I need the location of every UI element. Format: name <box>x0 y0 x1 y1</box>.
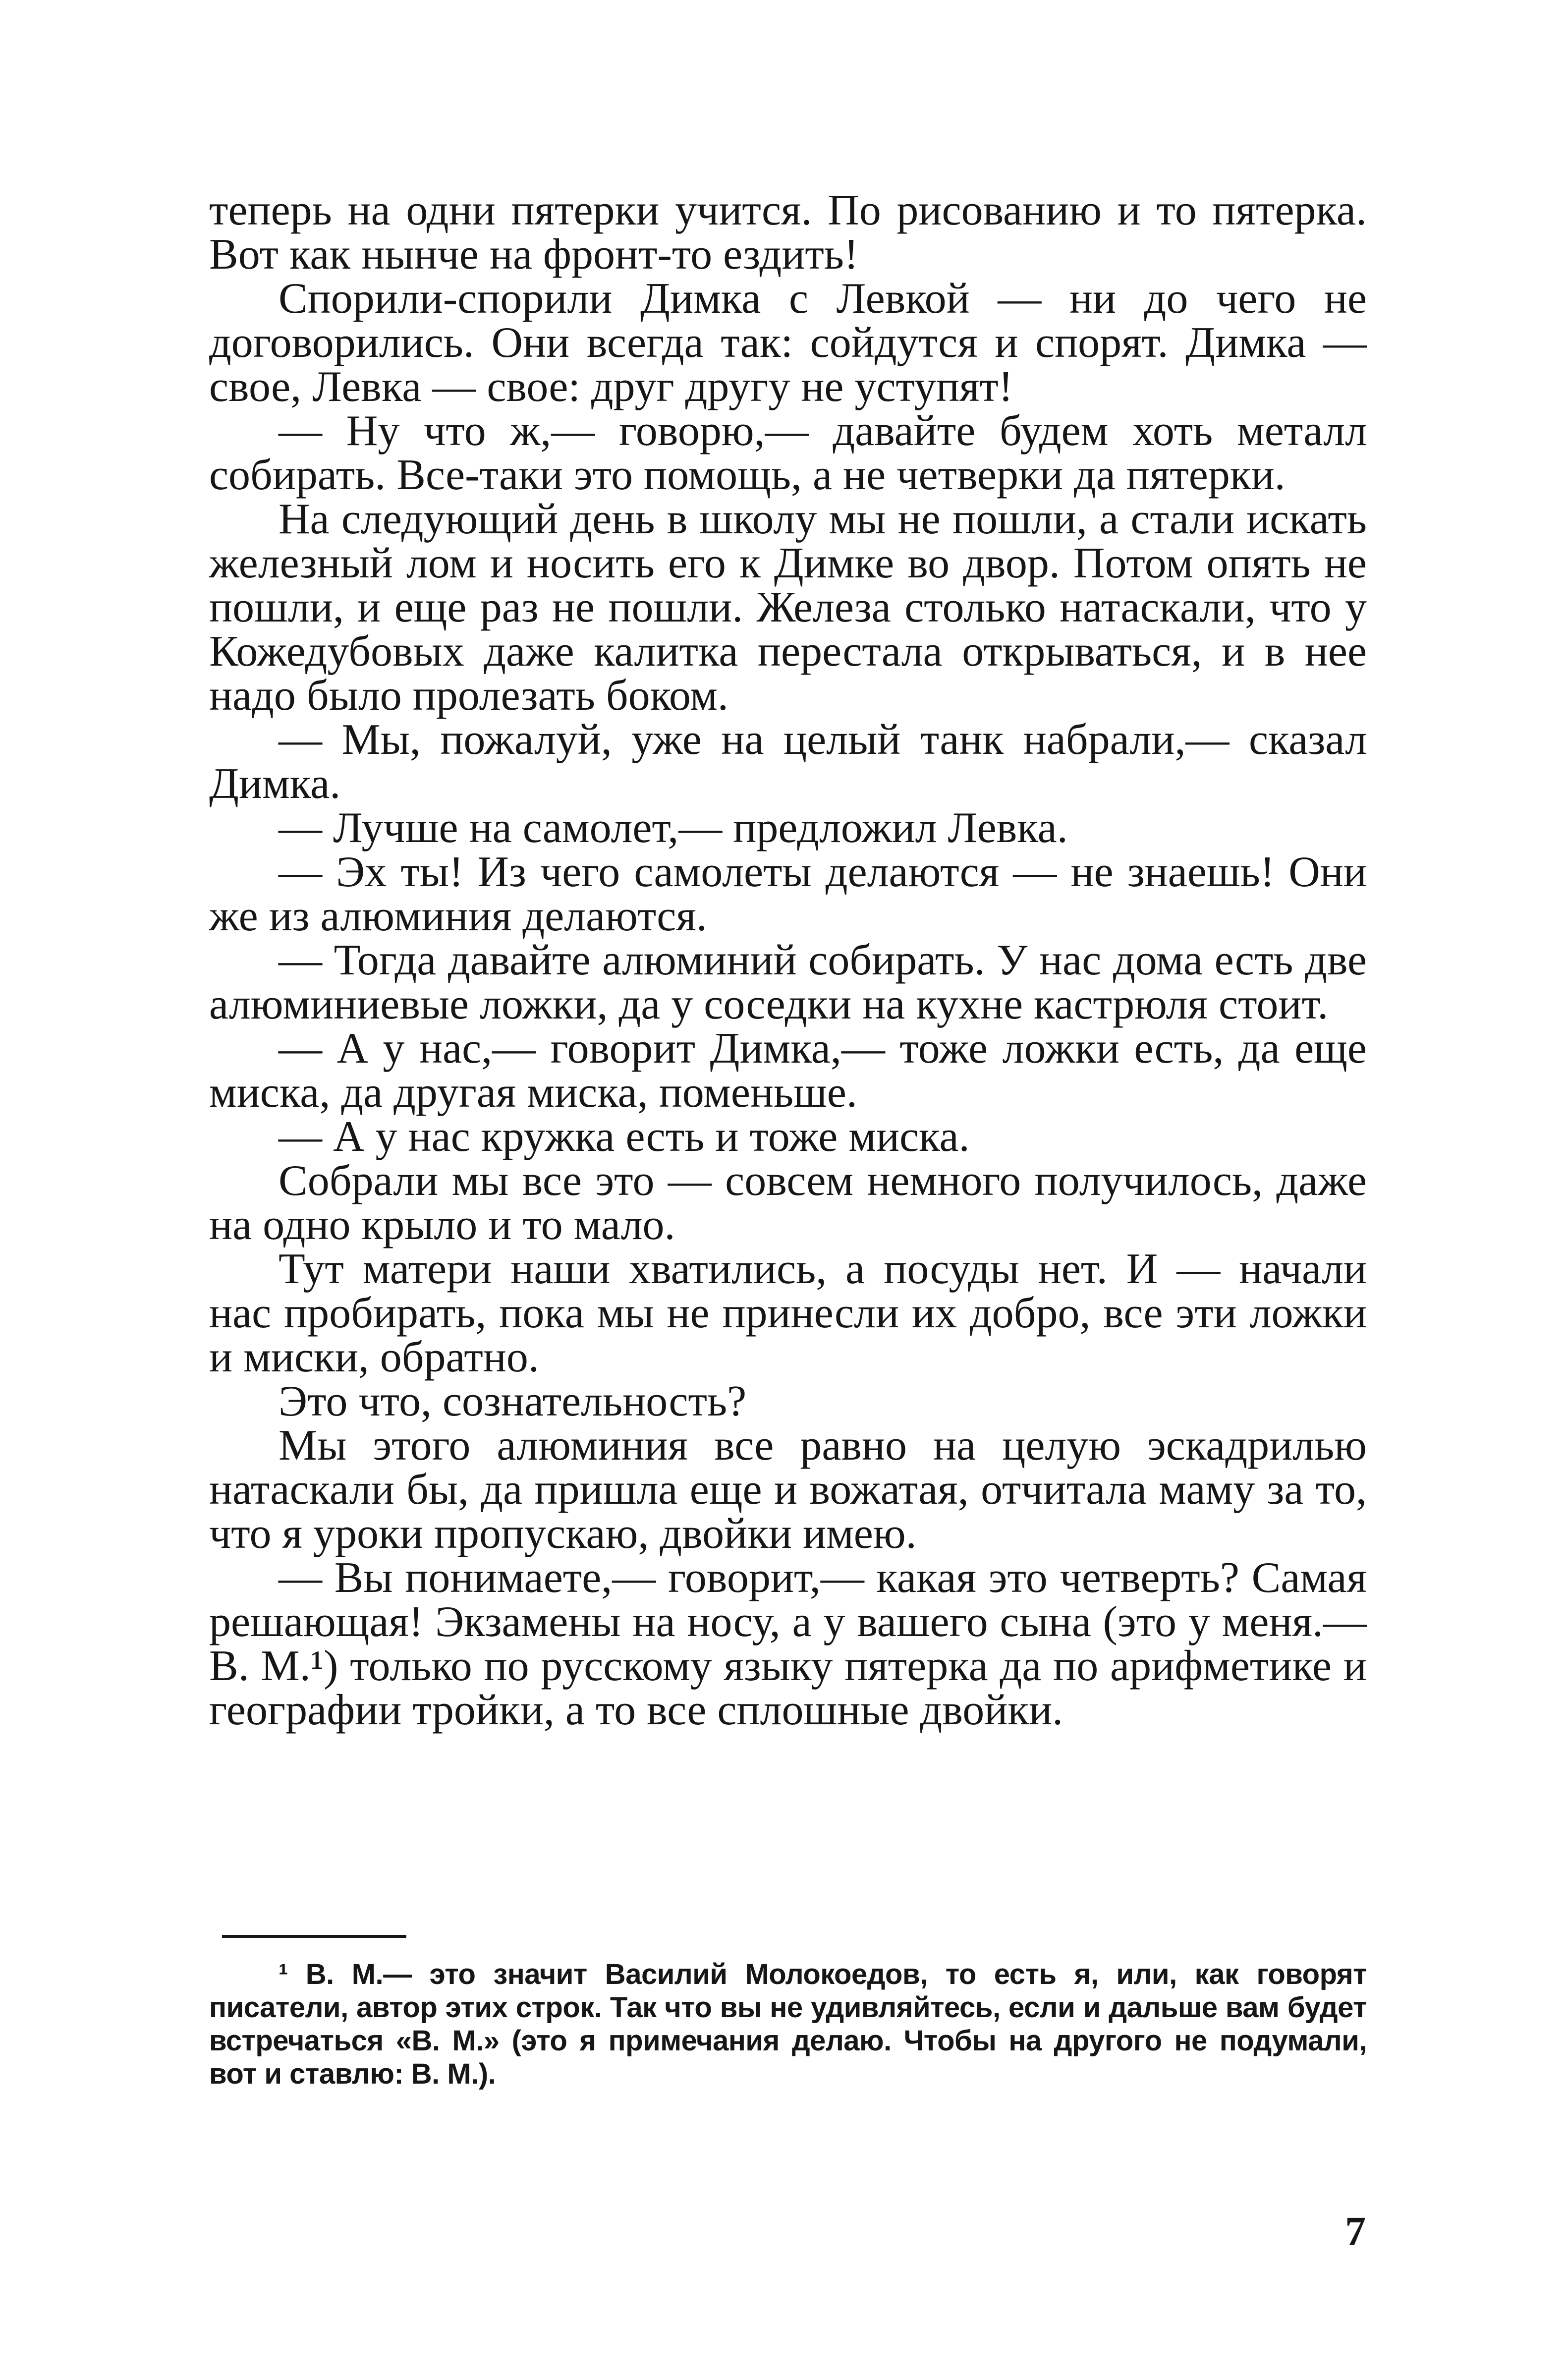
paragraph: — Мы, пожалуй, уже на целый танк набрали,— сказал Димка. <box>209 716 1367 808</box>
paragraph: Спорили-спорили Димка с Левкой — ни до чего не договорились. Они всегда так: сойдутся и спорят. Димка — свое, Левка — свое: друг другу не уступят! <box>209 275 1367 411</box>
paragraph: — Ну что ж,— говорю,— давайте будем хоть металл собирать. Все-таки это помощь, а не четверки да пятерки. <box>209 407 1367 499</box>
main-text <box>209 188 1367 1732</box>
paragraph: — А у нас кружка есть и тоже миска. <box>279 1113 970 1161</box>
footnote-divider <box>222 1935 406 1938</box>
paragraph: — А у нас,— говорит Димка,— тоже ложки есть, да еще миска, да другая миска, поменьше. <box>209 1024 1367 1117</box>
footnote: ¹ В. М.— это значит Василий Молокоедов, то есть я, или, как говорят писатели, автор этих строк. Так что вы не удивляйтесь, если и дальше вам будет встречаться «В. М.» (это я примечания делаю. Чтобы на другого не подумали, вот и ставлю: В. М.). <box>209 1958 1367 2090</box>
paragraph: — Тогда давайте алюминий собирать. У нас дома есть две алюминиевые ложки, да у соседки на кухне кастрюля стоит. <box>209 936 1367 1028</box>
paragraph: — Эх ты! Из чего самолеты делаются — не знаешь! Они же из алюминия делаются. <box>209 848 1367 940</box>
paragraph: Собрали мы все это — совсем немного получилось, даже на одно крыло и то мало. <box>209 1157 1367 1249</box>
paragraph: Мы этого алюминия все равно на целую эскадрилью натаскали бы, да пришла еще и вожатая, отчитала маму за то, что я уроки пропускаю, двойки имею. <box>209 1421 1367 1558</box>
paragraph: теперь на одни пятерки учится. По рисованию и то пятерка. Вот как нынче на фронт-то ездить! <box>209 186 1367 279</box>
paragraph: На следующий день в школу мы не пошли, а стали искать железный лом и носить его к Димке во двор. Потом опять не пошли, и еще раз не пошли. Железа столько натаскали, что у Кожедубовых даже калитка перестала открываться, и в нее надо было пролезать боком. <box>209 495 1367 720</box>
paragraph: Это что, сознательность? <box>279 1377 747 1425</box>
page-number: 7 <box>1345 2209 1366 2255</box>
paragraph: Тут матери наши хватились, а посуды нет. И — начали нас пробирать, пока мы не принесли их добро, все эти ложки и миски, обратно. <box>209 1245 1367 1381</box>
paragraph: — Вы понимаете,— говорит,— какая это четверть? Самая решающая! Экзамены на носу, а у вашего сына (это у меня.— В. М.¹) только по русскому языку пятерка да по арифметике и географии тройки, а то все сплошные двойки. <box>209 1554 1367 1734</box>
paragraph: — Лучше на самолет,— предложил Левка. <box>279 804 1068 852</box>
